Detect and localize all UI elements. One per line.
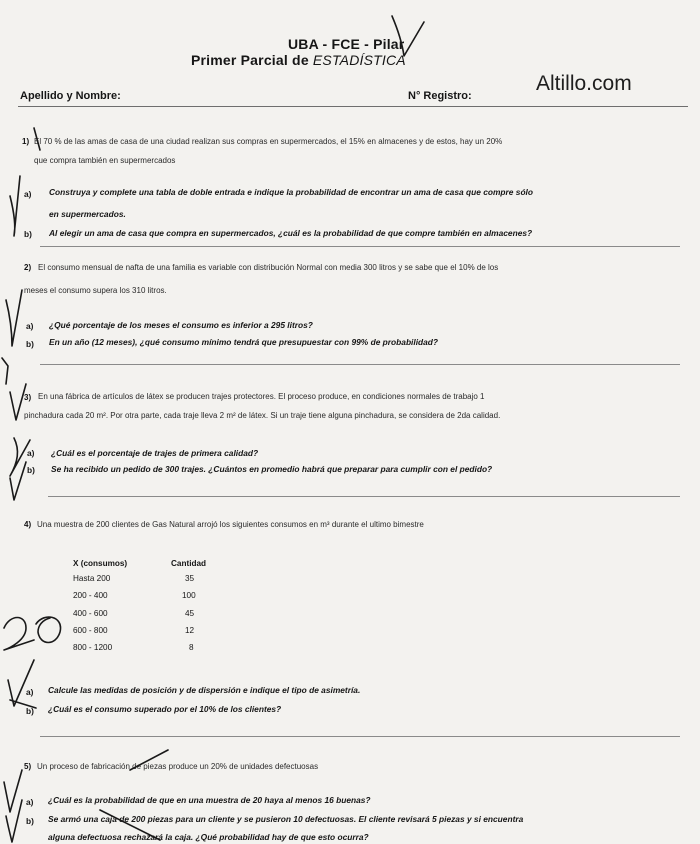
q5-a-label: a) bbox=[26, 797, 34, 807]
q4-a-label: a) bbox=[26, 687, 34, 697]
q2-a-label: a) bbox=[26, 321, 34, 331]
q4-intro: Una muestra de 200 clientes de Gas Natural arrojó los siguientes consumos en m³ durante el ultimo bimestre bbox=[37, 520, 424, 529]
q1-b-text: Al elegir un ama de casa que compra en supermercados, ¿cuál es la probabilidad de que compre también en almacenes? bbox=[49, 228, 533, 238]
q1-intro-line2: que compra también en supermercados bbox=[34, 156, 176, 165]
q3-intro-line2: pinchadura cada 20 m². Por otra parte, cada traje lleva 2 m² de látex. Si un traje tiene alguna pinchadura, se considera de 2da calidad. bbox=[24, 411, 501, 420]
q2-b-label: b) bbox=[26, 339, 34, 349]
q1-intro-line1: El 70 % de las amas de casa de una ciudad realizan sus compras en supermercados, el 15% en almacenes y de estos, hay un 20% bbox=[34, 137, 503, 146]
q1-a-line2: en supermercados. bbox=[49, 209, 126, 219]
q2-b-text: En un año (12 meses), ¿qué consumo mínimo tendrá que presupuestar con 99% de probabilidad? bbox=[49, 337, 439, 347]
table-cell-count: 45 bbox=[185, 608, 195, 618]
q5-intro: Un proceso de fabricación de piezas produce un 20% de unidades defectuosas bbox=[37, 762, 319, 771]
q5-number: 5) bbox=[24, 762, 32, 771]
q2-a-text: ¿Qué porcentaje de los meses el consumo es inferior a 295 litros? bbox=[49, 320, 313, 330]
q1-a-line1: Construya y complete una tabla de doble entrada e indique la probabilidad de encontrar un ama de casa que compre sólo bbox=[49, 187, 533, 197]
q5-b-line2: alguna defectuosa rechazará la caja. ¿Qué probabilidad hay de que esto ocurra? bbox=[48, 832, 369, 842]
table-cell-range: 600 - 800 bbox=[73, 626, 108, 636]
registration-label: N° Registro: bbox=[408, 90, 472, 102]
q4-checkmark bbox=[8, 660, 34, 706]
q2-checkmark bbox=[6, 290, 22, 346]
score-20-zero bbox=[36, 617, 61, 642]
table-cell-count: 12 bbox=[185, 626, 195, 636]
q4-b-label: b) bbox=[26, 706, 34, 716]
q5-a-text: ¿Cuál es la probabilidad de que en una muestra de 20 haya al menos 16 buenas? bbox=[48, 795, 371, 805]
q3-a-text: ¿Cuál es el porcentaje de trajes de primera calidad? bbox=[51, 448, 259, 458]
q3-b-text: Se ha recibido un pedido de 300 trajes. ¿Cuántos en promedio habrá que preparar para cumplir con el pedido? bbox=[51, 464, 493, 474]
q3-b-checkmark bbox=[10, 462, 26, 500]
table-cell-range: 200 - 400 bbox=[73, 591, 108, 601]
q4-b-text: ¿Cuál es el consumo superado por el 10% de los clientes? bbox=[48, 704, 282, 714]
q2-intro-line1: El consumo mensual de nafta de una familia es variable con distribución Normal con media 300 litros y se sabe que el 10% de los bbox=[38, 263, 499, 272]
q5-b-label: b) bbox=[26, 816, 34, 826]
q5-strike bbox=[100, 810, 160, 840]
col-header-consumption: X (consumos) bbox=[73, 558, 128, 568]
col-header-count: Cantidad bbox=[171, 558, 207, 568]
q1-checkmark bbox=[10, 176, 20, 236]
q3-a-checkmark bbox=[10, 438, 30, 476]
q3-number: 3) bbox=[24, 393, 32, 402]
q4-number: 4) bbox=[24, 520, 32, 529]
name-label: Apellido y Nombre: bbox=[20, 90, 121, 102]
table-cell-count: 35 bbox=[185, 574, 195, 584]
q5-curve bbox=[130, 750, 168, 770]
q1-b-label: b) bbox=[24, 229, 32, 239]
table-cell-range: 800 - 1200 bbox=[73, 643, 113, 653]
score-20-mark bbox=[4, 618, 34, 651]
header-checkmark-stroke bbox=[392, 16, 424, 56]
q2-bracket bbox=[2, 358, 8, 384]
q5-b-line1: Se armó una caja de 200 piezas para un cliente y se pusieron 10 defectuosas. El cliente revisará 5 piezas y si encuentra bbox=[48, 814, 524, 824]
q3-b-label: b) bbox=[27, 465, 35, 475]
exam-title-prefix: Primer Parcial de bbox=[191, 52, 313, 68]
q4-a-text: Calcule las medidas de posición y de dispersión e indique el tipo de asimetría. bbox=[48, 685, 361, 695]
q5-checkmark bbox=[4, 770, 22, 812]
q3-checkmark bbox=[10, 384, 26, 420]
table-cell-range: Hasta 200 bbox=[73, 574, 111, 584]
table-cell-count: 8 bbox=[189, 643, 194, 653]
table-cell-range: 400 - 600 bbox=[73, 608, 108, 618]
table-cell-count: 100 bbox=[182, 591, 196, 601]
q2-number: 2) bbox=[24, 263, 32, 272]
q3-intro-line1: En una fábrica de artículos de látex se producen trajes protectores. El proceso produce, en condiciones normales de trabajo 1 bbox=[38, 392, 485, 401]
q1-mark-small bbox=[34, 128, 40, 150]
q1-a-label: a) bbox=[24, 189, 32, 199]
watermark: Altillo.com bbox=[536, 72, 632, 95]
q2-intro-line2: meses el consumo supera los 310 litros. bbox=[24, 286, 167, 295]
q3-a-label: a) bbox=[27, 448, 35, 458]
exam-institution: UBA - FCE - Pilar bbox=[288, 36, 405, 52]
q1-number: 1) bbox=[22, 137, 30, 146]
exam-title-subject: ESTADÍSTICA bbox=[312, 52, 406, 68]
